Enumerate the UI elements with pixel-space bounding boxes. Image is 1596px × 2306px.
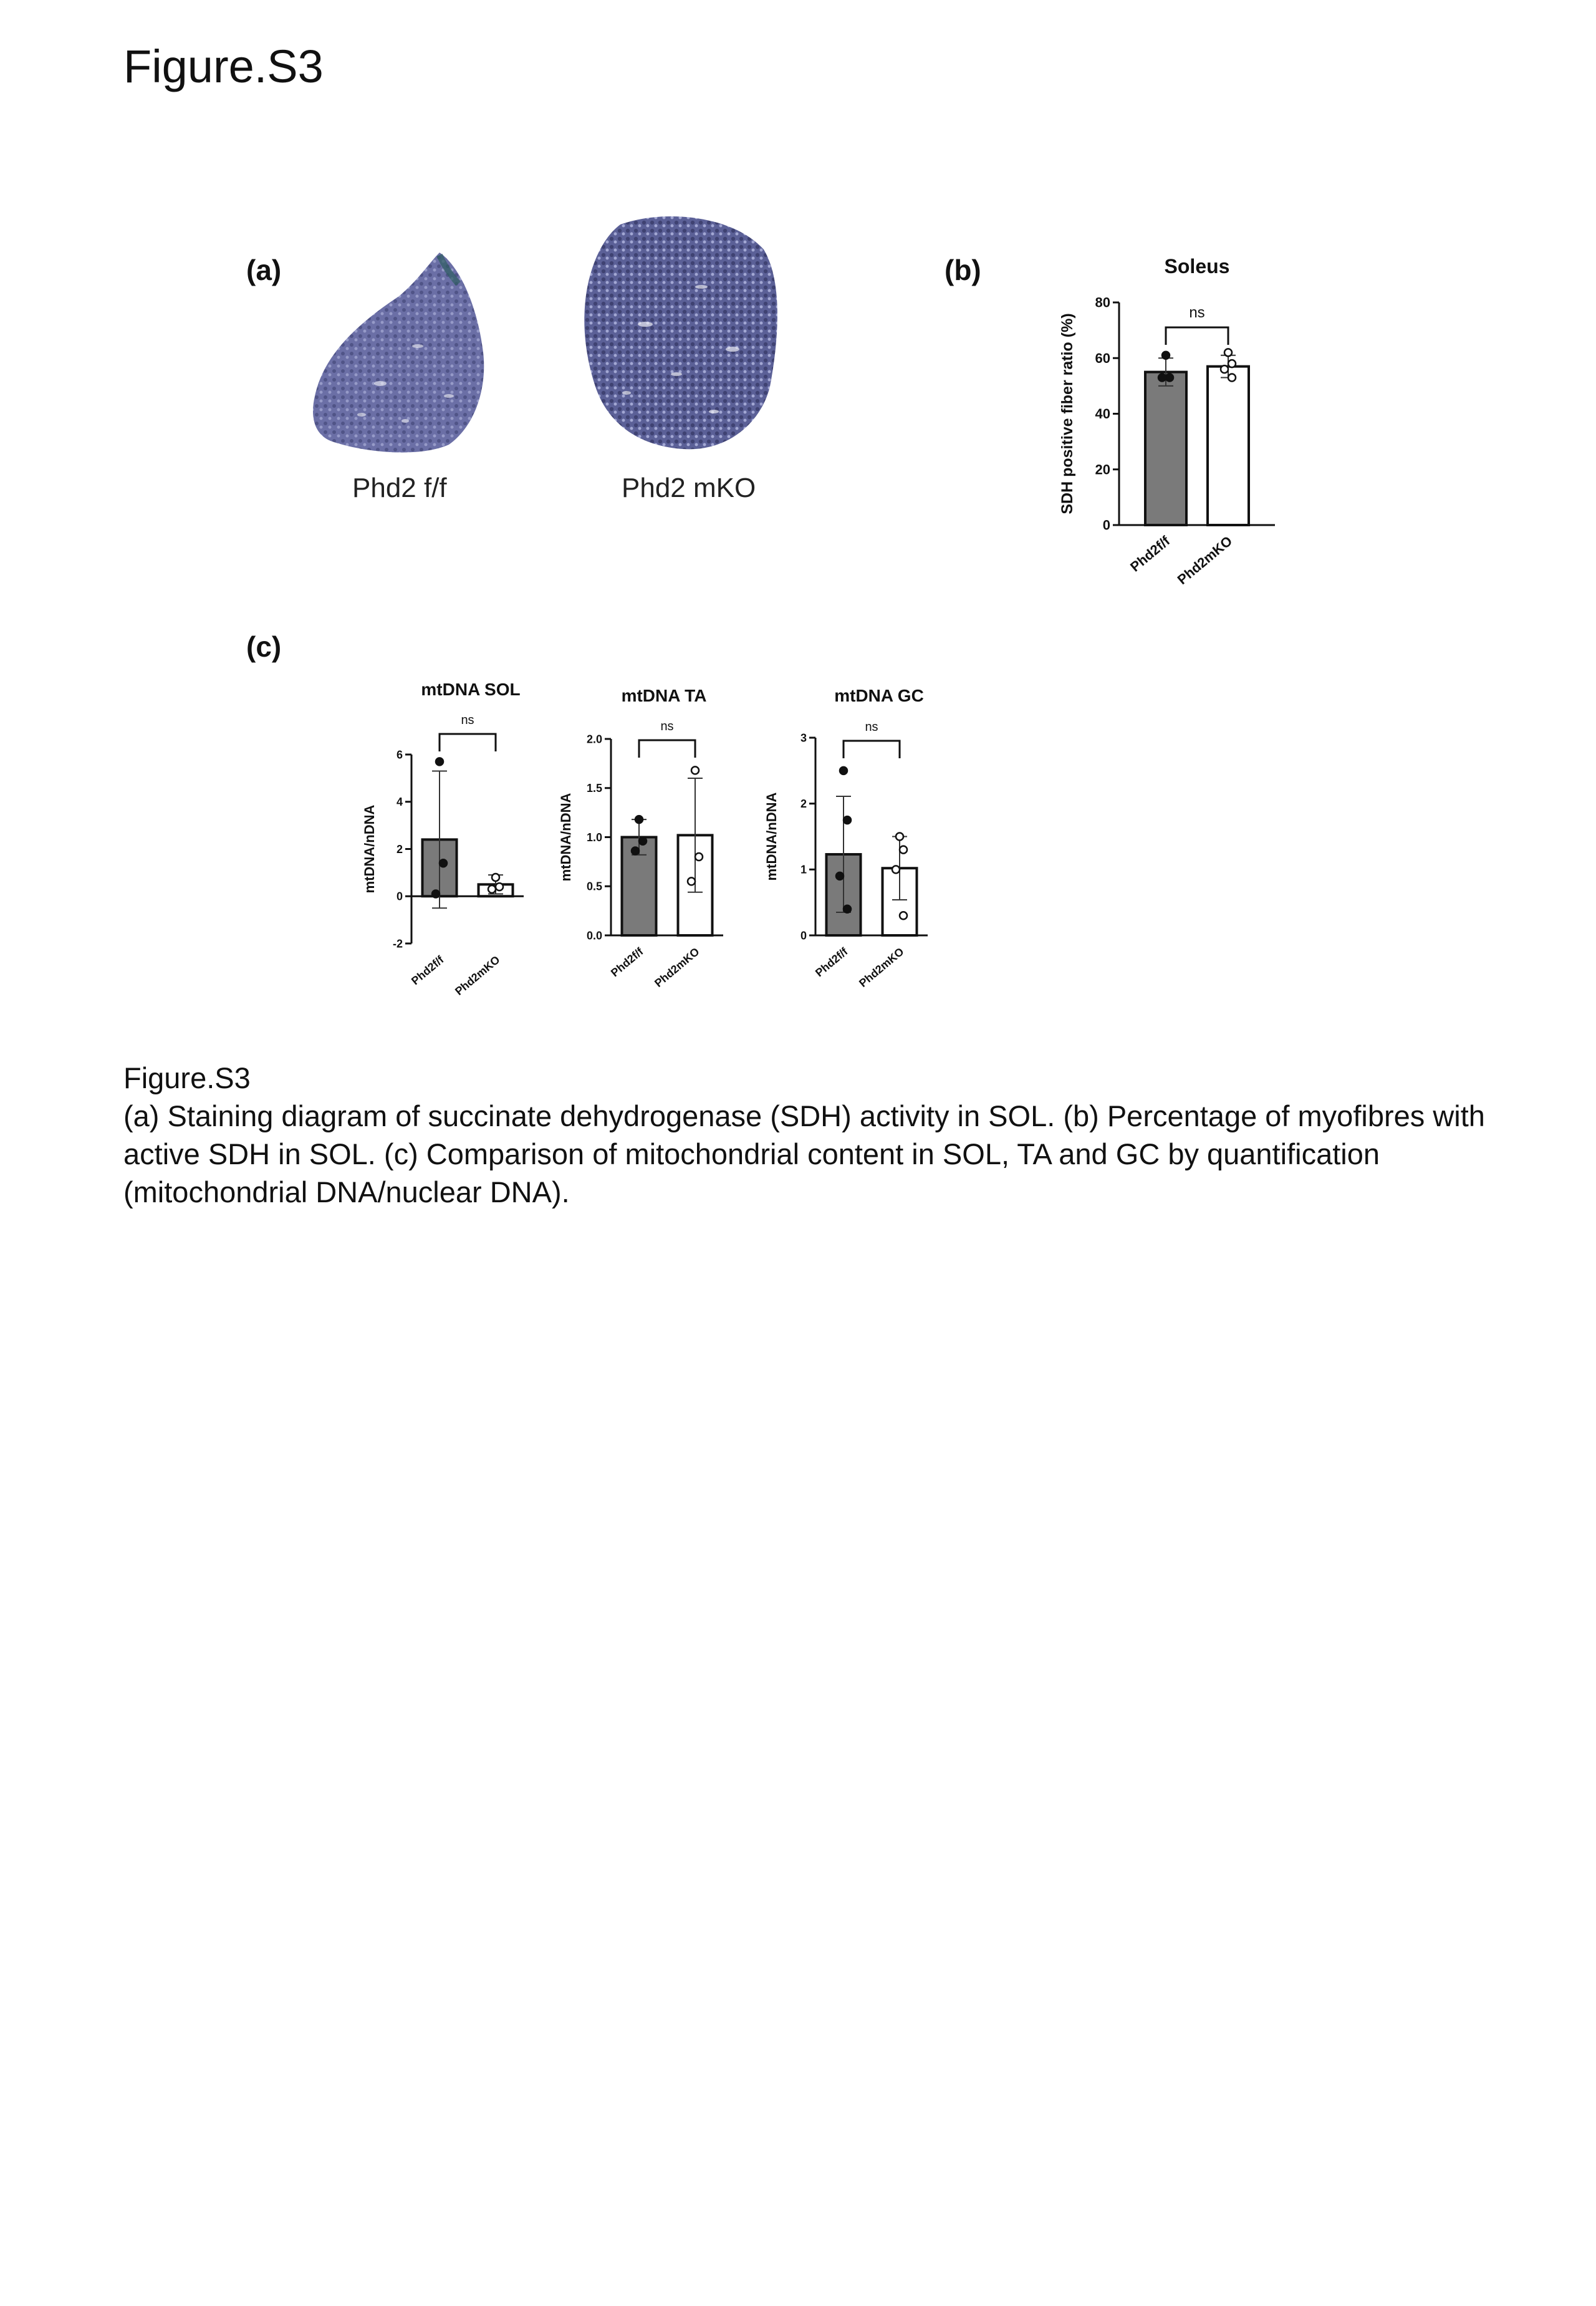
data-point <box>691 766 699 774</box>
data-point <box>840 767 847 774</box>
significance-bracket <box>844 741 900 758</box>
significance-label: ns <box>660 720 674 733</box>
data-point <box>1166 374 1173 381</box>
data-point <box>695 853 703 861</box>
caption-heading: Figure.S3 <box>123 1061 251 1094</box>
caption-line: active SDH in SOL. (c) Comparison of mitochondrial content in SOL, TA and GC by quantification <box>123 1137 1380 1170</box>
x-tick-label: Phd2mKO <box>1174 533 1236 588</box>
data-point <box>639 837 647 845</box>
significance-label: ns <box>461 713 474 727</box>
caption-line: (mitochondrial DNA/nuclear DNA). <box>123 1175 570 1208</box>
data-point <box>496 883 503 890</box>
image-caption-control: Phd2 f/f <box>352 473 447 503</box>
panel-label-c: (c) <box>246 630 282 663</box>
data-point <box>488 885 496 893</box>
significance-bracket <box>639 740 695 758</box>
chart-soleus <box>1047 243 1297 617</box>
y-tick-label: 1 <box>800 863 807 876</box>
data-point <box>432 890 440 897</box>
data-point <box>900 846 907 854</box>
chart-title: Soleus <box>1164 255 1230 277</box>
chart-title: mtDNA SOL <box>421 680 521 699</box>
y-tick-label: 0.5 <box>586 880 602 893</box>
x-tick-label: Phd2f/f <box>608 945 646 980</box>
significance-bracket <box>1166 327 1228 345</box>
y-axis-label: mtDNA/nDNA <box>362 804 377 894</box>
y-axis-label: mtDNA/nDNA <box>558 793 574 882</box>
chart-title: mtDNA TA <box>621 686 707 705</box>
data-point <box>688 877 695 885</box>
panel-label-b: (b) <box>945 254 981 286</box>
data-point <box>632 847 639 855</box>
data-point <box>844 905 851 913</box>
chart-title: mtDNA GC <box>834 686 924 705</box>
data-point <box>1221 365 1228 373</box>
y-tick-label: -2 <box>392 937 403 950</box>
chart-mtdna-gc <box>748 670 954 1020</box>
x-tick-label: Phd2mKO <box>453 953 502 998</box>
x-tick-label: Phd2mKO <box>857 945 906 990</box>
chart-mtdna-sol <box>355 670 542 1020</box>
data-point <box>635 816 643 823</box>
x-tick-label: Phd2f/f <box>1127 533 1173 575</box>
chart-mtdna-ta <box>552 670 739 1020</box>
data-point <box>900 912 907 919</box>
data-point <box>1162 352 1170 359</box>
y-tick-label: 0.0 <box>586 929 602 942</box>
y-tick-label: 1.0 <box>586 831 602 844</box>
page-title: Figure.S3 <box>123 41 324 92</box>
data-point <box>440 859 447 867</box>
tissue-section-control <box>305 246 493 458</box>
data-point <box>1224 349 1232 356</box>
data-point <box>1158 374 1166 381</box>
data-point <box>492 874 499 881</box>
y-tick-label: 0 <box>396 890 403 903</box>
x-tick-label: Phd2f/f <box>408 953 446 988</box>
y-tick-label: 2 <box>800 797 807 810</box>
significance-label: ns <box>1189 304 1205 321</box>
y-tick-label: 1.5 <box>586 782 602 795</box>
bar <box>1208 367 1249 525</box>
caption-line: (a) Staining diagram of succinate dehydrogenase (SDH) activity in SOL. (b) Percentage of myofibres with <box>123 1099 1485 1132</box>
data-point <box>892 866 900 873</box>
y-axis-label: mtDNA/nDNA <box>764 792 779 881</box>
data-point <box>1228 360 1236 367</box>
y-tick-label: 80 <box>1095 294 1110 311</box>
y-tick-label: 0 <box>800 929 807 942</box>
y-axis-label: SDH positive fiber ratio (%) <box>1059 313 1076 514</box>
x-tick-label: Phd2f/f <box>812 945 850 980</box>
image-caption-ko: Phd2 mKO <box>622 473 756 503</box>
significance-bracket <box>440 734 496 751</box>
y-tick-label: 3 <box>800 731 807 745</box>
y-tick-label: 60 <box>1095 350 1110 366</box>
y-tick-label: 2 <box>396 842 403 856</box>
data-point <box>896 833 903 841</box>
bar <box>1145 372 1186 525</box>
panel-label-a: (a) <box>246 254 282 286</box>
tissue-section-ko <box>577 212 782 455</box>
y-tick-label: 2.0 <box>586 733 602 746</box>
y-tick-label: 20 <box>1095 461 1110 478</box>
y-tick-label: 0 <box>1102 517 1110 533</box>
y-tick-label: 6 <box>396 748 403 761</box>
y-tick-label: 40 <box>1095 406 1110 422</box>
significance-label: ns <box>865 720 878 734</box>
data-point <box>1228 374 1236 381</box>
figure-caption <box>123 1059 1495 1211</box>
data-point <box>844 816 851 824</box>
data-point <box>436 758 443 765</box>
y-tick-label: 4 <box>396 796 403 809</box>
data-point <box>836 872 844 880</box>
x-tick-label: Phd2mKO <box>652 945 702 990</box>
